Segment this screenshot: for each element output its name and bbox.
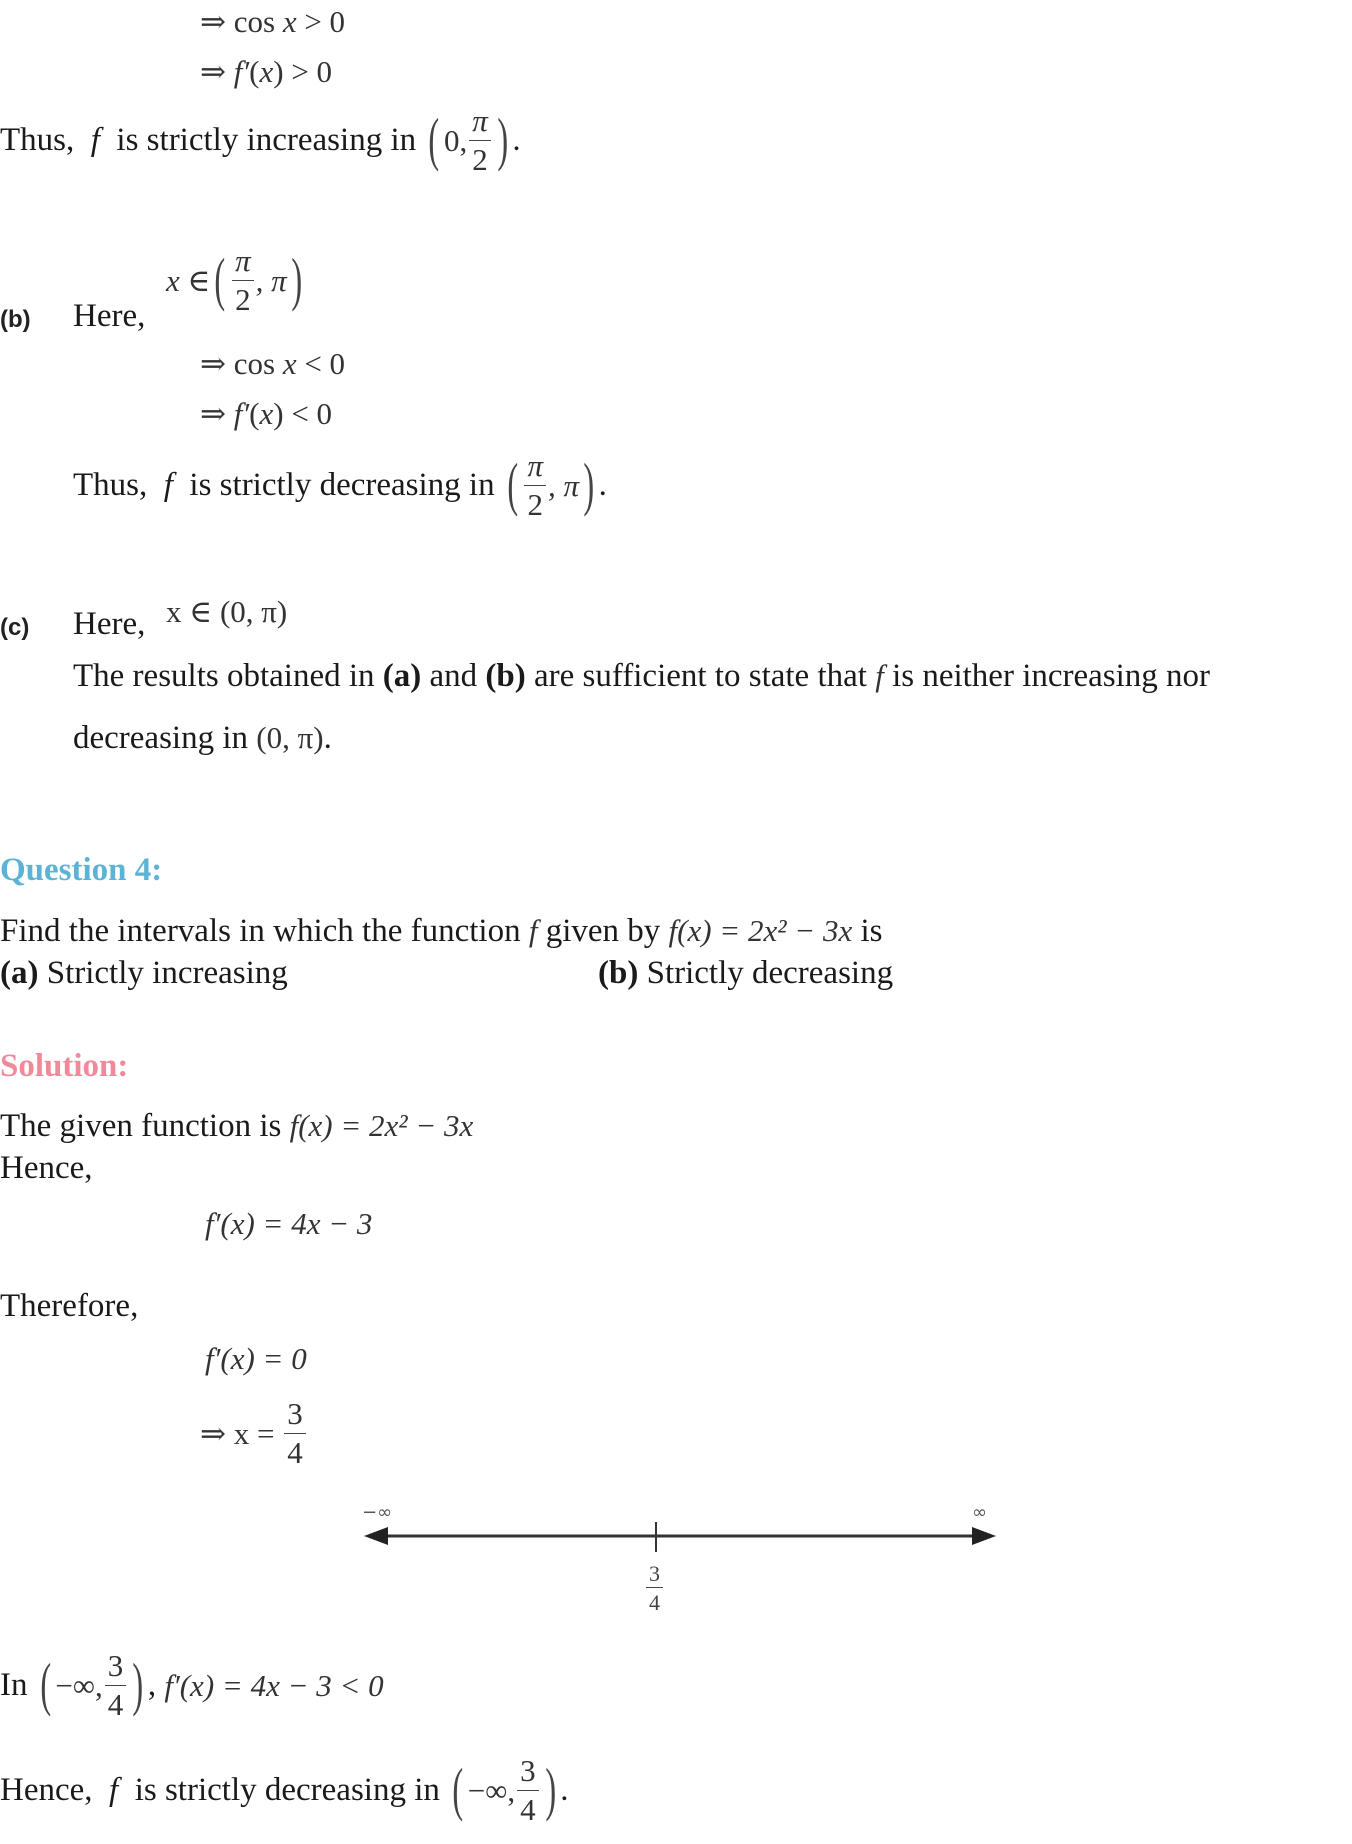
- question-option-b: (b) Strictly decreasing: [598, 955, 894, 991]
- number-line-axis-icon: [360, 1520, 1000, 1560]
- solution-given: The given function is f(x) = 2x² − 3x: [0, 1108, 474, 1144]
- number-line: [360, 1500, 1000, 1630]
- part-c-here: Here,: [73, 606, 146, 642]
- implication-cos-positive: ⇒ cos x > 0: [200, 4, 346, 39]
- interval-neg-inf-to-three-quarters: ( −∞, $\frac{3}{4}$ ): [40, 1648, 144, 1722]
- part-b-here: Here,: [73, 298, 146, 334]
- part-b-domain: x ∈ ( $\frac{\pi}{2}$ , π ): [166, 243, 302, 317]
- solution-heading: Solution:: [0, 1048, 129, 1084]
- conclusion-part-a: Thus, f is strictly increasing in ( 0, $\frac{\pi}{2}$ ) .: [0, 103, 521, 177]
- conclusion-part-b: Thus, f is strictly decreasing in ( $\frac{\pi}{2}$ , π ) .: [73, 448, 607, 522]
- question-text: Find the intervals in which the function f given by f(x) = 2x² − 3x is: [0, 913, 883, 949]
- implication-derivative-negative: ⇒ f′(x) < 0: [200, 396, 333, 431]
- part-c-domain: x ∈ (0, π): [166, 594, 288, 629]
- negative-infinity-label: −∞: [362, 1502, 393, 1523]
- part-c-sentence-line1: The results obtained in (a) and (b) are sufficient to state that f is neither increasing nor: [73, 658, 1211, 694]
- question-option-a: (a) Strictly increasing: [0, 955, 288, 991]
- question-heading: Question 4:: [0, 852, 163, 888]
- solution-interval-analysis: In ( −∞, $\frac{3}{4}$ ) , f′(x) = 4x − 3 < 0: [0, 1648, 384, 1722]
- part-c-sentence-line2: decreasing in (0, π).: [73, 720, 332, 756]
- solution-set-zero: f′(x) = 0: [205, 1341, 307, 1376]
- tick-label-three-quarters: $\frac{3}{4}$: [646, 1562, 663, 1614]
- interval-0-pi-over-2: ( 0, $\frac{\pi}{2}$ ): [428, 103, 508, 177]
- part-b-label: (b): [0, 306, 31, 333]
- implies-symbol: ⇒: [200, 4, 226, 39]
- solution-derivative: f′(x) = 4x − 3: [205, 1206, 373, 1241]
- implication-cos-negative: ⇒ cos x < 0: [200, 346, 346, 381]
- part-c-label: (c): [0, 614, 30, 641]
- solution-hence: Hence,: [0, 1150, 93, 1186]
- implication-derivative-positive: ⇒ f′(x) > 0: [200, 54, 333, 89]
- solution-therefore: Therefore,: [0, 1288, 139, 1324]
- solution-conclusion: Hence, f is strictly decreasing in ( −∞, $\frac{3}{4}$ ) .: [0, 1753, 569, 1827]
- solution-root: ⇒ x = $\frac{3}{4}$: [200, 1398, 308, 1469]
- interval-neg-inf-to-three-quarters-final: ( −∞, $\frac{3}{4}$ ): [452, 1753, 556, 1827]
- interval-pi-over-2-to-pi: ( $\frac{\pi}{2}$ , π ): [507, 448, 595, 522]
- positive-infinity-label: ∞: [972, 1502, 987, 1523]
